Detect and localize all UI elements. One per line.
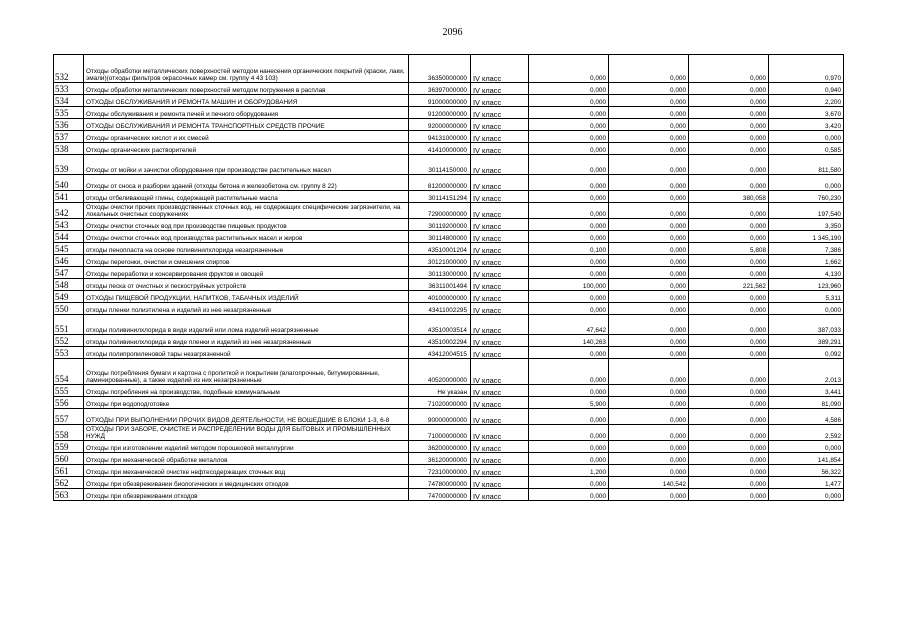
value-3: 0,000 xyxy=(689,477,769,489)
value-4: 1 345,190 xyxy=(769,231,844,243)
value-4: 197,540 xyxy=(769,203,844,219)
waste-name: Отходы перегонки, очистки и смешения спиртов xyxy=(84,255,409,267)
value-1: 0,000 xyxy=(529,441,609,453)
table-row xyxy=(54,291,844,303)
row-number: 558 xyxy=(54,425,84,441)
hazard-class: IV класс xyxy=(471,315,529,335)
row-number: 555 xyxy=(54,385,84,397)
fkko-code: 36311001494 xyxy=(409,279,471,291)
table-row xyxy=(54,191,844,203)
hazard-class: IV класс xyxy=(471,385,529,397)
hazard-class: IV класс xyxy=(471,191,529,203)
value-1: 0,000 xyxy=(529,219,609,231)
value-3: 0,000 xyxy=(689,131,769,143)
table-row xyxy=(54,315,844,335)
value-1: 0,000 xyxy=(529,385,609,397)
hazard-class: IV класс xyxy=(471,255,529,267)
row-number: 557 xyxy=(54,409,84,425)
row-number: 550 xyxy=(54,303,84,315)
value-3: 0,000 xyxy=(689,489,769,501)
value-4: 56,322 xyxy=(769,465,844,477)
table-row xyxy=(54,83,844,95)
fkko-code: 41410000000 xyxy=(409,143,471,155)
value-1: 0,000 xyxy=(529,107,609,119)
value-2: 0,000 xyxy=(609,95,689,107)
row-number: 563 xyxy=(54,489,84,501)
table-row xyxy=(54,441,844,453)
waste-name: Отходы потребления бумаги и картона с пропиткой и покрытием (влагопрочные, битумированные, ламинированные), а также изделий из них незагрязненные xyxy=(84,359,409,385)
value-2: 0,000 xyxy=(609,335,689,347)
waste-name: ОТХОДЫ ОБСЛУЖИВАНИЯ И РЕМОНТА МАШИН И ОБОРУДОВАНИЯ xyxy=(84,95,409,107)
value-1: 0,000 xyxy=(529,143,609,155)
value-2: 0,000 xyxy=(609,243,689,255)
value-1: 0,100 xyxy=(529,243,609,255)
waste-name: отходы полипропиленовой тары незагрязненной xyxy=(84,347,409,359)
value-4: 0,092 xyxy=(769,347,844,359)
fkko-code: 91000000000 xyxy=(409,95,471,107)
row-number: 562 xyxy=(54,477,84,489)
value-2: 0,000 xyxy=(609,465,689,477)
hazard-class: IV класс xyxy=(471,203,529,219)
value-4: 5,311 xyxy=(769,291,844,303)
waste-name: Отходы при водоподготовке xyxy=(84,397,409,409)
hazard-class: IV класс xyxy=(471,55,529,83)
hazard-class: IV класс xyxy=(471,143,529,155)
fkko-code: 30114151294 xyxy=(409,191,471,203)
value-4: 0,000 xyxy=(769,303,844,315)
fkko-code: 72310000000 xyxy=(409,465,471,477)
value-2: 0,000 xyxy=(609,279,689,291)
table-row xyxy=(54,453,844,465)
fkko-code: 30114800000 xyxy=(409,231,471,243)
value-1: 0,000 xyxy=(529,175,609,191)
row-number: 549 xyxy=(54,291,84,303)
value-3: 0,000 xyxy=(689,291,769,303)
fkko-code: 91200000000 xyxy=(409,107,471,119)
hazard-class: IV класс xyxy=(471,83,529,95)
value-3: 0,000 xyxy=(689,155,769,175)
fkko-code: 36200000000 xyxy=(409,441,471,453)
value-1: 0,000 xyxy=(529,477,609,489)
value-2: 0,000 xyxy=(609,425,689,441)
waste-name: ОТХОДЫ ПРИ ЗАБОРЕ, ОЧИСТКЕ И РАСПРЕДЕЛЕНИИ ВОДЫ ДЛЯ БЫТОВЫХ И ПРОМЫШЛЕННЫХ НУЖД xyxy=(84,425,409,441)
value-2: 0,000 xyxy=(609,191,689,203)
hazard-class: IV класс xyxy=(471,131,529,143)
value-1: 0,000 xyxy=(529,191,609,203)
value-4: 389,291 xyxy=(769,335,844,347)
table-row xyxy=(54,465,844,477)
value-2: 0,000 xyxy=(609,107,689,119)
table-row xyxy=(54,255,844,267)
table-row xyxy=(54,267,844,279)
waste-name: отходы поливинилхлорида в виде пленки и изделий из нее незагрязненные xyxy=(84,335,409,347)
waste-name: Отходы обработки металлических поверхностей методом нанесения органических покрытий (краски, лаки, эмали)(отходы фильтров окрасочных камер см. группу 4 43 103) xyxy=(84,55,409,83)
value-4: 3,350 xyxy=(769,219,844,231)
fkko-code: 30119200000 xyxy=(409,219,471,231)
value-2: 0,000 xyxy=(609,143,689,155)
value-3: 0,000 xyxy=(689,385,769,397)
row-number: 537 xyxy=(54,131,84,143)
hazard-class: IV класс xyxy=(471,291,529,303)
value-4: 3,441 xyxy=(769,385,844,397)
value-1: 0,000 xyxy=(529,95,609,107)
table-row xyxy=(54,175,844,191)
value-3: 380,058 xyxy=(689,191,769,203)
row-number: 541 xyxy=(54,191,84,203)
table-row xyxy=(54,95,844,107)
waste-name: Отходы при обезвреживании биологических и медицинских отходов xyxy=(84,477,409,489)
fkko-code: 30121000000 xyxy=(409,255,471,267)
value-2: 0,000 xyxy=(609,397,689,409)
value-3: 0,000 xyxy=(689,267,769,279)
row-number: 547 xyxy=(54,267,84,279)
value-4: 0,000 xyxy=(769,175,844,191)
value-1: 0,000 xyxy=(529,291,609,303)
row-number: 554 xyxy=(54,359,84,385)
value-4: 0,000 xyxy=(769,489,844,501)
fkko-code: 74700000000 xyxy=(409,489,471,501)
value-3: 0,000 xyxy=(689,409,769,425)
value-2: 0,000 xyxy=(609,315,689,335)
value-3: 0,000 xyxy=(689,83,769,95)
table-row xyxy=(54,347,844,359)
hazard-class: IV класс xyxy=(471,175,529,191)
value-4: 141,854 xyxy=(769,453,844,465)
fkko-code: 90000000000 xyxy=(409,409,471,425)
fkko-code: 30113000000 xyxy=(409,267,471,279)
row-number: 539 xyxy=(54,155,84,175)
row-number: 561 xyxy=(54,465,84,477)
table-row xyxy=(54,303,844,315)
row-number: 533 xyxy=(54,83,84,95)
value-4: 123,960 xyxy=(769,279,844,291)
value-1: 0,000 xyxy=(529,83,609,95)
value-3: 5,808 xyxy=(689,243,769,255)
hazard-class: IV класс xyxy=(471,453,529,465)
waste-name: Отходы очистки прочих производственных сточных вод, не содержащих специфические загрязнители, на локальных очистных сооружениях xyxy=(84,203,409,219)
value-1: 0,000 xyxy=(529,267,609,279)
table-row xyxy=(54,385,844,397)
row-number: 544 xyxy=(54,231,84,243)
value-2: 0,000 xyxy=(609,441,689,453)
value-2: 0,000 xyxy=(609,303,689,315)
value-3: 0,000 xyxy=(689,397,769,409)
hazard-class: IV класс xyxy=(471,231,529,243)
value-2: 0,000 xyxy=(609,291,689,303)
value-4: 0,000 xyxy=(769,131,844,143)
waste-name: Отходы при механической обработке металлов xyxy=(84,453,409,465)
table-row xyxy=(54,397,844,409)
fkko-code: 92000000000 xyxy=(409,119,471,131)
waste-name: отходы поливинилхлорида в виде изделий или лома изделий незагрязненные xyxy=(84,315,409,335)
row-number: 543 xyxy=(54,219,84,231)
value-2: 0,000 xyxy=(609,119,689,131)
value-4: 387,033 xyxy=(769,315,844,335)
row-number: 540 xyxy=(54,175,84,191)
hazard-class: IV класс xyxy=(471,347,529,359)
row-number: 536 xyxy=(54,119,84,131)
value-3: 0,000 xyxy=(689,255,769,267)
row-number: 553 xyxy=(54,347,84,359)
row-number: 534 xyxy=(54,95,84,107)
value-2: 0,000 xyxy=(609,409,689,425)
fkko-code: 71000000000 xyxy=(409,425,471,441)
fkko-code: 43510002294 xyxy=(409,335,471,347)
waste-name: Отходы очистки сточных вод производства растительных масел и жиров xyxy=(84,231,409,243)
value-2: 0,000 xyxy=(609,155,689,175)
value-2: 0,000 xyxy=(609,385,689,397)
value-1: 0,000 xyxy=(529,425,609,441)
table-row xyxy=(54,359,844,385)
value-2: 0,000 xyxy=(609,131,689,143)
table-row xyxy=(54,55,844,83)
value-3: 0,000 xyxy=(689,107,769,119)
value-1: 0,000 xyxy=(529,489,609,501)
value-1: 100,000 xyxy=(529,279,609,291)
row-number: 548 xyxy=(54,279,84,291)
value-1: 0,000 xyxy=(529,55,609,83)
value-4: 2,013 xyxy=(769,359,844,385)
waste-name: Отходы очистки сточных вод при производстве пищевых продуктов xyxy=(84,219,409,231)
row-number: 542 xyxy=(54,203,84,219)
value-4: 2,592 xyxy=(769,425,844,441)
row-number: 538 xyxy=(54,143,84,155)
value-1: 5,900 xyxy=(529,397,609,409)
fkko-code: 72900000000 xyxy=(409,203,471,219)
value-3: 0,000 xyxy=(689,465,769,477)
waste-name: ОТХОДЫ ПИЩЕВОЙ ПРОДУКЦИИ, НАПИТКОВ, ТАБАЧНЫХ ИЗДЕЛИЙ xyxy=(84,291,409,303)
hazard-class: IV класс xyxy=(471,219,529,231)
value-3: 0,000 xyxy=(689,453,769,465)
value-2: 0,000 xyxy=(609,347,689,359)
fkko-code: 40100000000 xyxy=(409,291,471,303)
value-1: 0,000 xyxy=(529,303,609,315)
value-4: 0,000 xyxy=(769,441,844,453)
value-2: 0,000 xyxy=(609,83,689,95)
value-1: 0,000 xyxy=(529,119,609,131)
hazard-class: IV класс xyxy=(471,409,529,425)
value-3: 0,000 xyxy=(689,335,769,347)
value-1: 0,000 xyxy=(529,231,609,243)
value-1: 0,000 xyxy=(529,359,609,385)
row-number: 546 xyxy=(54,255,84,267)
waste-name: Отходы органических кислот и их смесей xyxy=(84,131,409,143)
hazard-class: IV класс xyxy=(471,335,529,347)
waste-name: Отходы обработки металлических поверхностей методом погружения в расплав xyxy=(84,83,409,95)
value-3: 0,000 xyxy=(689,219,769,231)
value-2: 0,000 xyxy=(609,489,689,501)
value-4: 7,386 xyxy=(769,243,844,255)
hazard-class: IV класс xyxy=(471,441,529,453)
value-1: 0,000 xyxy=(529,347,609,359)
value-2: 140,542 xyxy=(609,477,689,489)
table-row xyxy=(54,219,844,231)
table-row xyxy=(54,489,844,501)
value-3: 0,000 xyxy=(689,119,769,131)
waste-name: отходы отбеливающей глины, содержащей растительные масла xyxy=(84,191,409,203)
value-1: 0,000 xyxy=(529,453,609,465)
value-4: 0,970 xyxy=(769,55,844,83)
value-2: 0,000 xyxy=(609,175,689,191)
waste-name: Отходы при обезвреживании отходов xyxy=(84,489,409,501)
value-4: 4,130 xyxy=(769,267,844,279)
waste-name: Отходы органических растворителей xyxy=(84,143,409,155)
fkko-code: 30114150000 xyxy=(409,155,471,175)
table-row xyxy=(54,107,844,119)
waste-name: ОТХОДЫ ПРИ ВЫПОЛНЕНИИ ПРОЧИХ ВИДОВ ДЕЯТЕЛЬНОСТИ, НЕ ВОШЕДШИЕ В БЛОКИ 1-3, 6-8 xyxy=(84,409,409,425)
value-2: 0,000 xyxy=(609,231,689,243)
value-3: 0,000 xyxy=(689,359,769,385)
fkko-code: 43412004515 xyxy=(409,347,471,359)
waste-name: ОТХОДЫ ОБСЛУЖИВАНИЯ И РЕМОНТА ТРАНСПОРТНЫХ СРЕДСТВ ПРОЧИЕ xyxy=(84,119,409,131)
hazard-class: IV класс xyxy=(471,425,529,441)
value-2: 0,000 xyxy=(609,55,689,83)
hazard-class: IV класс xyxy=(471,155,529,175)
hazard-class: IV класс xyxy=(471,477,529,489)
row-number: 559 xyxy=(54,441,84,453)
value-1: 1,200 xyxy=(529,465,609,477)
waste-table xyxy=(53,54,844,501)
row-number: 532 xyxy=(54,55,84,83)
value-3: 221,562 xyxy=(689,279,769,291)
table-row xyxy=(54,203,844,219)
value-3: 0,000 xyxy=(689,315,769,335)
waste-name: Отходы потребления на производстве, подобные коммунальным xyxy=(84,385,409,397)
value-2: 0,000 xyxy=(609,255,689,267)
page-number: 2096 xyxy=(442,27,463,38)
value-4: 760,230 xyxy=(769,191,844,203)
hazard-class: IV класс xyxy=(471,267,529,279)
value-1: 0,000 xyxy=(529,255,609,267)
waste-name: Отходы от сноса и разборки зданий (отходы бетона и железобетона см. группу 8 22) xyxy=(84,175,409,191)
table-row xyxy=(54,409,844,425)
fkko-code: 43510001204 xyxy=(409,243,471,255)
fkko-code: 36397000000 xyxy=(409,83,471,95)
waste-name: Отходы при изготовлении изделий методом порошковой металлургии xyxy=(84,441,409,453)
value-1: 47,642 xyxy=(529,315,609,335)
value-2: 0,000 xyxy=(609,359,689,385)
value-2: 0,000 xyxy=(609,219,689,231)
row-number: 535 xyxy=(54,107,84,119)
table-row xyxy=(54,143,844,155)
waste-name: отходы песка от очистных и пескоструйных устройств xyxy=(84,279,409,291)
waste-name: отходы пенопласта на основе поливинилхлорида незагрязненные xyxy=(84,243,409,255)
table-row xyxy=(54,155,844,175)
row-number: 552 xyxy=(54,335,84,347)
value-4: 81,090 xyxy=(769,397,844,409)
table-row xyxy=(54,425,844,441)
value-3: 0,000 xyxy=(689,143,769,155)
hazard-class: IV класс xyxy=(471,95,529,107)
fkko-code: 43510003514 xyxy=(409,315,471,335)
hazard-class: IV класс xyxy=(471,303,529,315)
row-number: 560 xyxy=(54,453,84,465)
value-2: 0,000 xyxy=(609,453,689,465)
fkko-code: 71020000000 xyxy=(409,397,471,409)
waste-name: Отходы переработки и консервирования фруктов и овощей xyxy=(84,267,409,279)
table-row xyxy=(54,119,844,131)
waste-name: Отходы от мойки и зачистки оборудования при производстве растительных масел xyxy=(84,155,409,175)
table-row xyxy=(54,231,844,243)
waste-name: Отходы обслуживания и ремонта печей и печного оборудования xyxy=(84,107,409,119)
table-body xyxy=(54,55,844,501)
value-3: 0,000 xyxy=(689,55,769,83)
value-3: 0,000 xyxy=(689,303,769,315)
fkko-code: 43411002295 xyxy=(409,303,471,315)
value-3: 0,000 xyxy=(689,441,769,453)
value-1: 0,000 xyxy=(529,409,609,425)
value-3: 0,000 xyxy=(689,347,769,359)
value-4: 2,200 xyxy=(769,95,844,107)
value-1: 0,000 xyxy=(529,155,609,175)
value-4: 0,940 xyxy=(769,83,844,95)
value-4: 3,420 xyxy=(769,119,844,131)
fkko-code: Не указан xyxy=(409,385,471,397)
table-row xyxy=(54,243,844,255)
fkko-code: 74780000000 xyxy=(409,477,471,489)
value-1: 0,000 xyxy=(529,203,609,219)
fkko-code: 81200000000 xyxy=(409,175,471,191)
value-3: 0,000 xyxy=(689,231,769,243)
hazard-class: IV класс xyxy=(471,397,529,409)
hazard-class: IV класс xyxy=(471,359,529,385)
value-1: 0,000 xyxy=(529,131,609,143)
value-4: 811,580 xyxy=(769,155,844,175)
waste-name: Отходы при механической очистке нефтесодержащих сточных вод xyxy=(84,465,409,477)
value-2: 0,000 xyxy=(609,203,689,219)
fkko-code: 40520000000 xyxy=(409,359,471,385)
value-1: 140,263 xyxy=(529,335,609,347)
value-4: 4,586 xyxy=(769,409,844,425)
value-4: 1,477 xyxy=(769,477,844,489)
value-4: 3,670 xyxy=(769,107,844,119)
row-number: 556 xyxy=(54,397,84,409)
hazard-class: IV класс xyxy=(471,243,529,255)
value-3: 0,000 xyxy=(689,425,769,441)
value-4: 1,662 xyxy=(769,255,844,267)
waste-name: отходы пленки полиэтилена и изделий из нее незагрязненные xyxy=(84,303,409,315)
value-2: 0,000 xyxy=(609,267,689,279)
table-row xyxy=(54,477,844,489)
hazard-class: IV класс xyxy=(471,279,529,291)
value-3: 0,000 xyxy=(689,203,769,219)
row-number: 545 xyxy=(54,243,84,255)
hazard-class: IV класс xyxy=(471,119,529,131)
fkko-code: 36350000000 xyxy=(409,55,471,83)
hazard-class: IV класс xyxy=(471,107,529,119)
hazard-class: IV класс xyxy=(471,489,529,501)
hazard-class: IV класс xyxy=(471,465,529,477)
fkko-code: 94131000000 xyxy=(409,131,471,143)
row-number: 551 xyxy=(54,315,84,335)
value-3: 0,000 xyxy=(689,175,769,191)
table-row xyxy=(54,279,844,291)
value-3: 0,000 xyxy=(689,95,769,107)
table-row xyxy=(54,335,844,347)
fkko-code: 36120000000 xyxy=(409,453,471,465)
value-4: 0,585 xyxy=(769,143,844,155)
table-row xyxy=(54,131,844,143)
